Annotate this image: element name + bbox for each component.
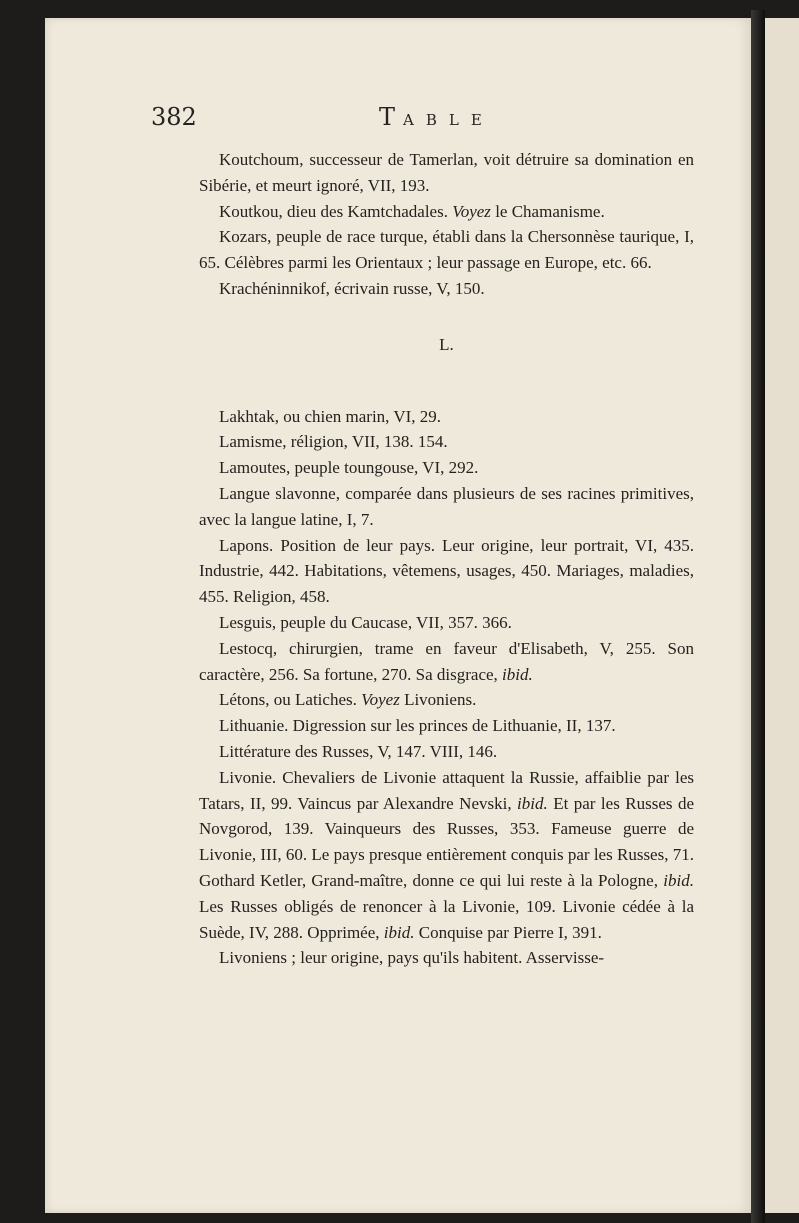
index-entry — [199, 945, 694, 971]
index-entry — [199, 610, 694, 636]
page-number: 382 — [151, 103, 197, 131]
index-entry-fragment: ibid. — [502, 664, 533, 684]
index-entry-fragment: Lithuanie. Digression sur les princes de Lithuanie, II, 137. — [219, 716, 616, 736]
index-entry-fragment: Les Russes obligés de renoncer à la Livonie, 109. Livonie cédée à la Suède, IV, 288. Opprimée, — [199, 896, 694, 942]
index-entry-fragment: Lestocq, chirurgien, trame en faveur d'Elisabeth, V, 255. Son caractère, 256. Sa fortune, 270. Sa disgrace, — [199, 638, 694, 684]
index-entry — [199, 765, 694, 946]
index-entry-fragment: Voyez — [361, 690, 400, 710]
index-entry-fragment: Krachéninnikof, écrivain russe, V, 150. — [219, 278, 485, 298]
index-entry-fragment: Et par les Russes de Novgorod, 139. Vainqueurs des Russes, 353. Fameuse guerre de Livonie, III, 60. Le pays presque entièrement conquis par les Russes, 71. Gothard Ketler, Grand-maître, donne ce qui lui reste à la Pologne, — [199, 793, 694, 890]
adjacent-page-edge — [765, 18, 799, 1213]
index-entry — [199, 481, 694, 533]
running-head — [379, 103, 494, 131]
index-entry-fragment: Voyez — [452, 201, 491, 221]
index-entry-fragment: Lapons. Position de leur pays. Leur origine, leur portrait, VI, 435. Industrie, 442. Habitations, vêtemens, usages, 450. Mariages, maladies, 455. Religion, 458. — [199, 535, 694, 607]
index-entry-fragment: Littérature des Russes, V, 147. VIII, 146. — [219, 741, 498, 761]
index-entry — [199, 533, 694, 610]
index-entry-fragment: Conquise par Pierre I, 391. — [414, 922, 602, 942]
index-entry-fragment: Lamisme, réligion, VII, 138. 154. — [219, 432, 448, 452]
index-entry — [199, 224, 694, 276]
index-entry-fragment: Koutchoum, successeur de Tamerlan, voit détruire sa domination en Sibérie, et meurt ignoré, VII, 193. — [199, 150, 694, 195]
index-text — [199, 147, 694, 971]
index-entry — [199, 739, 694, 765]
index-entry — [199, 404, 694, 430]
index-entry-fragment: Livoniens ; leur origine, pays qu'ils habitent. Asservisse- — [219, 948, 605, 968]
index-entry-fragment: Koutkou, dieu des Kamtchadales. — [219, 201, 453, 221]
index-entry-fragment: ibid. — [383, 922, 415, 942]
index-entry-fragment: Lakhtak, ou chien marin, VI, 29. — [219, 406, 442, 426]
index-entry-fragment: Langue slavonne, comparée dans plusieurs de ses racines primitives, avec la langue latine, I, 7. — [199, 483, 694, 529]
index-entry-fragment: Livoniens. — [399, 690, 477, 710]
index-entry-fragment: ibid. — [517, 793, 548, 813]
index-entry-fragment: ibid. — [663, 870, 694, 890]
index-entry — [199, 147, 694, 199]
index-section-l — [199, 404, 694, 972]
book-gutter — [751, 10, 765, 1223]
index-entry-fragment: Kozars, peuple de race turque, établi dans la Chersonnèse taurique, I, 65. Célèbres parmi les Orientaux ; leur passage en Europe, etc. 66. — [199, 227, 694, 273]
section-letter-heading: L. — [439, 334, 454, 354]
index-entry — [199, 687, 694, 713]
index-entry — [199, 636, 694, 688]
index-entry-fragment: le Chamanisme. — [490, 201, 605, 221]
index-entry-fragment: Lamoutes, peuple toungouse, VI, 292. — [219, 458, 479, 478]
index-entry — [199, 276, 694, 302]
index-section-k — [199, 147, 694, 302]
running-head-initial: T — [379, 103, 396, 131]
running-head-rest: ABLE — [403, 111, 494, 129]
index-entry — [199, 455, 694, 481]
index-entry-fragment: Létons, ou Latiches. — [219, 690, 362, 710]
index-entry — [199, 429, 694, 455]
page-header — [151, 103, 711, 139]
index-entry-fragment: Lesguis, peuple du Caucase, VII, 357. 366. — [219, 612, 512, 632]
index-entry — [199, 713, 694, 739]
index-entry-fragment: Livonie. Chevaliers de Livonie attaquent la Russie, affaiblie par les Tatars, II, 99. Vaincus par Alexandre Nevski, — [199, 767, 694, 813]
index-entry — [199, 199, 694, 225]
